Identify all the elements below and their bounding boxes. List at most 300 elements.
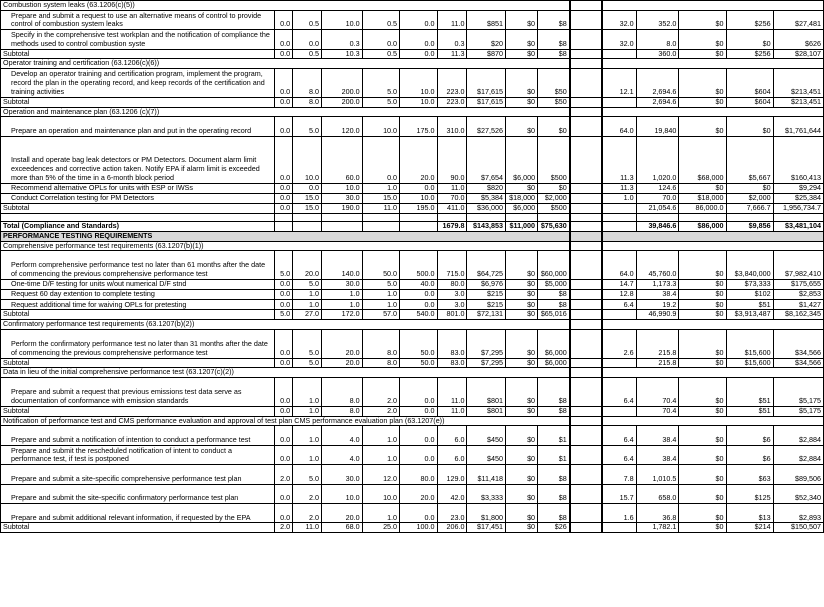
row-description: Prepare and submit the rescheduled notification of intent to conduct a performance test, if test is postponed: [1, 445, 275, 464]
cell-value: $0: [505, 69, 537, 98]
cell-value: 0.0: [274, 30, 292, 49]
cell-value: [602, 310, 636, 320]
cell-value: 10.0: [400, 193, 437, 203]
cell-value: $86,000: [679, 221, 726, 231]
cell-value: $9,294: [773, 183, 823, 193]
cell-value: 5.0: [274, 310, 292, 320]
cell-value: 2.0: [362, 378, 399, 407]
cell-value: $1,800: [467, 504, 506, 523]
cell-value: [602, 49, 636, 59]
cell-value: 30.0: [321, 279, 362, 289]
cell-value: $870: [467, 49, 506, 59]
cell-value: 70.0: [437, 193, 467, 203]
cell-value: $214: [726, 523, 773, 533]
cell-value: 1.0: [362, 445, 399, 464]
cell-value: 5.0: [362, 279, 399, 289]
cell-value: [602, 221, 636, 231]
row-description: Prepare and submit a request to use an alternative means of control to provide control of combustion system leaks: [1, 10, 275, 29]
cell-value: $17,615: [467, 97, 506, 107]
subtotal-row: [1, 358, 824, 368]
section-title: Confirmatory performance test requirements (63.1207(b)(2)): [1, 320, 570, 330]
cell-value: $500: [538, 204, 570, 214]
total-row: [1, 221, 824, 231]
cell-value: 8.0: [362, 330, 399, 359]
cell-value: $0: [679, 484, 726, 503]
cell-value: 0.5: [293, 49, 322, 59]
cell-value: 0.0: [274, 426, 292, 445]
cell-value: 11.0: [437, 183, 467, 193]
cell-value: $0: [679, 445, 726, 464]
cell-value: 801.0: [437, 310, 467, 320]
cell-value: 5.0: [293, 330, 322, 359]
cell-value: 0.0: [362, 136, 399, 183]
cell-value: 15.7: [602, 484, 636, 503]
cell-value: $1,427: [773, 300, 823, 310]
row-description: Develop an operator training and certification program, implement the program, record the plan in the operating record, and keep records of the certification and training activities: [1, 69, 275, 98]
cell-value: 40.0: [400, 279, 437, 289]
section-title: Notification of performance test and CMS performance evaluation and approval of test plan CMS performance evaluation plan (63.1207(e)): [1, 416, 570, 426]
cell-value: $64,725: [467, 251, 506, 280]
table-row: [1, 136, 824, 183]
cell-value: 2.0: [274, 465, 292, 484]
section-row: [1, 59, 824, 69]
cell-value: 0.0: [274, 49, 292, 59]
cell-value: 10.3: [321, 49, 362, 59]
cell-value: 715.0: [437, 251, 467, 280]
cell-value: 190.0: [321, 204, 362, 214]
cell-value: 411.0: [437, 204, 467, 214]
section-row: [1, 416, 824, 426]
row-description: Total (Compliance and Standards): [1, 221, 275, 231]
cell-value: 8.0: [293, 97, 322, 107]
cell-value: 0.0: [362, 30, 399, 49]
cell-value: $0: [505, 504, 537, 523]
cell-value: 70.4: [636, 378, 679, 407]
subtotal-row: [1, 523, 824, 533]
cell-value: $0: [505, 445, 537, 464]
cell-value: [602, 204, 636, 214]
row-description: Request 60 day extention to complete testing: [1, 290, 275, 300]
cell-value: $0: [505, 279, 537, 289]
cell-value: 0.0: [274, 358, 292, 368]
cell-value: $801: [467, 406, 506, 416]
cell-value: 15.0: [293, 204, 322, 214]
cell-value: 5.0: [293, 117, 322, 136]
cell-value: $851: [467, 10, 506, 29]
cell-value: 64.0: [602, 117, 636, 136]
table-row: [1, 504, 824, 523]
cell-value: $75,630: [538, 221, 570, 231]
cell-value: 2.0: [274, 523, 292, 533]
cell-value: $0: [505, 406, 537, 416]
row-description: Subtotal: [1, 406, 275, 416]
cell-value: $0: [505, 290, 537, 300]
cell-value: $15,600: [726, 330, 773, 359]
cell-value: 0.0: [274, 406, 292, 416]
cell-value: $125: [726, 484, 773, 503]
cell-value: 2.0: [293, 484, 322, 503]
cell-value: 25.0: [362, 523, 399, 533]
cell-value: 5.0: [293, 465, 322, 484]
row-description: Subtotal: [1, 204, 275, 214]
cell-value: $50: [538, 97, 570, 107]
cell-value: 0.0: [400, 183, 437, 193]
cell-value: 45,760.0: [636, 251, 679, 280]
row-description: Perform comprehensive performance test no later than 61 months after the date of commencing the previous comprehensive performance test: [1, 251, 275, 280]
cell-value: $0: [679, 290, 726, 300]
cell-value: $0: [679, 183, 726, 193]
cell-value: $450: [467, 426, 506, 445]
cell-value: $5,175: [773, 378, 823, 407]
cell-value: $0: [505, 378, 537, 407]
cell-value: $6,000: [505, 136, 537, 183]
cell-value: 1.0: [362, 300, 399, 310]
cell-value: $6: [726, 426, 773, 445]
cell-value: $8: [538, 406, 570, 416]
cell-value: 8.0: [321, 406, 362, 416]
cell-value: 195.0: [400, 204, 437, 214]
table-row: [1, 193, 824, 203]
cell-value: 215.8: [636, 330, 679, 359]
cell-value: $213,451: [773, 97, 823, 107]
cell-value: 1.0: [293, 378, 322, 407]
cell-value: $11,000: [505, 221, 537, 231]
cell-value: $2,853: [773, 290, 823, 300]
cell-value: $500: [538, 136, 570, 183]
cell-value: 8.0: [362, 358, 399, 368]
cell-value: $17,451: [467, 523, 506, 533]
cell-value: $0: [679, 378, 726, 407]
cell-value: 0.0: [274, 300, 292, 310]
cell-value: [274, 221, 292, 231]
cell-value: $2,000: [726, 193, 773, 203]
cell-value: 5.0: [362, 69, 399, 98]
cell-value: [321, 221, 362, 231]
section-title: Comprehensive performance test requirements (63.1207(b)(1)): [1, 241, 570, 251]
cell-value: 658.0: [636, 484, 679, 503]
subtotal-row: [1, 49, 824, 59]
cell-value: 200.0: [321, 97, 362, 107]
cell-value: 10.0: [400, 97, 437, 107]
row-description: Prepare and submit a request that previous emissions test data serve as documentation of conformance with emission standards: [1, 378, 275, 407]
cell-value: 8.0: [321, 378, 362, 407]
cell-value: $8: [538, 378, 570, 407]
cell-value: 1.0: [321, 300, 362, 310]
cell-value: $5,175: [773, 406, 823, 416]
cell-value: 1,956,734.7: [773, 204, 823, 214]
cell-value: 0.5: [293, 10, 322, 29]
cell-value: $15,600: [726, 358, 773, 368]
cell-value: 42.0: [437, 484, 467, 503]
cell-value: 8.0: [636, 30, 679, 49]
cell-value: 21,054.6: [636, 204, 679, 214]
cell-value: $0: [505, 465, 537, 484]
cell-value: $72,131: [467, 310, 506, 320]
table-row: [1, 426, 824, 445]
cell-value: $0: [679, 523, 726, 533]
cell-value: $0: [505, 117, 537, 136]
cell-value: 11.3: [602, 183, 636, 193]
section-row: [1, 320, 824, 330]
cell-value: 60.0: [321, 136, 362, 183]
cell-value: 1679.8: [437, 221, 467, 231]
table-row: [1, 69, 824, 98]
cell-value: $0: [679, 251, 726, 280]
cell-value: $256: [726, 10, 773, 29]
cell-value: 1.0: [362, 504, 399, 523]
row-description: Prepare and submit additional relevant information, if requested by the EPA: [1, 504, 275, 523]
cell-value: 6.4: [602, 378, 636, 407]
cell-value: 124.6: [636, 183, 679, 193]
section-title: Operator training and certification (63.1206(c)(6)): [1, 59, 570, 69]
cell-value: $34,566: [773, 358, 823, 368]
cell-value: 68.0: [321, 523, 362, 533]
row-description: Subtotal: [1, 358, 275, 368]
cell-value: 360.0: [636, 49, 679, 59]
cell-value: 172.0: [321, 310, 362, 320]
cell-value: 70.0: [636, 193, 679, 203]
cell-value: $0: [679, 465, 726, 484]
cell-value: 0.0: [274, 445, 292, 464]
subtotal-row: [1, 310, 824, 320]
cell-value: $3,913,487: [726, 310, 773, 320]
cell-value: 2,694.6: [636, 69, 679, 98]
cell-value: $13: [726, 504, 773, 523]
cell-value: $6: [726, 445, 773, 464]
table-row: [1, 117, 824, 136]
cell-value: 0.0: [400, 30, 437, 49]
cell-value: 15.0: [362, 193, 399, 203]
cell-value: $1,761,644: [773, 117, 823, 136]
cell-value: 1,173.3: [636, 279, 679, 289]
cell-value: $27,526: [467, 117, 506, 136]
cell-value: $60,000: [538, 251, 570, 280]
cell-value: $0: [505, 484, 537, 503]
cell-value: 2.6: [602, 330, 636, 359]
cell-value: $7,654: [467, 136, 506, 183]
cell-value: 0.0: [274, 183, 292, 193]
cell-value: 0.0: [274, 330, 292, 359]
table-row: [1, 465, 824, 484]
cell-value: 19,840: [636, 117, 679, 136]
cell-value: $0: [505, 426, 537, 445]
cell-value: $0: [679, 300, 726, 310]
cell-value: $150,507: [773, 523, 823, 533]
cell-value: 80.0: [437, 279, 467, 289]
row-description: Perform the confirmatory performance test no later than 31 months after the date of commencing the previous comprehensive performance test: [1, 330, 275, 359]
section-title: PERFORMANCE TESTING REQUIREMENTS: [1, 231, 570, 241]
cell-value: 200.0: [321, 69, 362, 98]
cell-value: 175.0: [400, 117, 437, 136]
cell-value: $8: [538, 30, 570, 49]
cell-value: 6.4: [602, 300, 636, 310]
cell-value: 46,990.9: [636, 310, 679, 320]
cell-value: 1.0: [293, 300, 322, 310]
subtotal-row: [1, 406, 824, 416]
row-description: Subtotal: [1, 310, 275, 320]
row-description: Install and operate bag leak detectors or PM Detectors. Document alarm limit exceedences and corrective action taken. Notify EPA if alarm limit is exceeded more than 5% of the time in a 6-month block period: [1, 136, 275, 183]
cell-value: 2.0: [362, 406, 399, 416]
cell-value: 38.4: [636, 445, 679, 464]
section-row: [1, 368, 824, 378]
cell-value: $7,295: [467, 358, 506, 368]
cell-value: 38.4: [636, 290, 679, 300]
cell-value: 20.0: [400, 484, 437, 503]
cell-value: $213,451: [773, 69, 823, 98]
cell-value: 0.0: [400, 49, 437, 59]
cell-value: 20.0: [321, 358, 362, 368]
cell-value: 19.2: [636, 300, 679, 310]
cell-value: $0: [679, 97, 726, 107]
cell-value: $8,162,345: [773, 310, 823, 320]
cell-value: $175,655: [773, 279, 823, 289]
cell-value: $0: [505, 10, 537, 29]
cell-value: 11.0: [293, 523, 322, 533]
cell-value: 1.0: [293, 426, 322, 445]
cell-value: [602, 97, 636, 107]
cell-value: [400, 221, 437, 231]
cell-value: 12.0: [362, 465, 399, 484]
cell-value: $52,340: [773, 484, 823, 503]
cell-value: 0.0: [400, 426, 437, 445]
cell-value: $0: [679, 49, 726, 59]
cell-value: 10.0: [321, 183, 362, 193]
cell-value: 6.4: [602, 426, 636, 445]
row-description: Specify in the comprehensive test workplan and the notification of compliance the methods used to control combustion syste: [1, 30, 275, 49]
table-row: [1, 290, 824, 300]
cell-value: $11,418: [467, 465, 506, 484]
cell-value: 2.0: [293, 504, 322, 523]
table-row: [1, 330, 824, 359]
cell-value: 20.0: [321, 504, 362, 523]
cell-value: $1: [538, 445, 570, 464]
cell-value: 90.0: [437, 136, 467, 183]
cell-value: 86,000.0: [679, 204, 726, 214]
cell-value: 0.0: [274, 97, 292, 107]
cell-value: [602, 523, 636, 533]
cell-value: 7.8: [602, 465, 636, 484]
section-row: [1, 1, 824, 11]
cell-value: 7,666.7: [726, 204, 773, 214]
cell-value: 57.0: [362, 310, 399, 320]
cell-value: $8: [538, 484, 570, 503]
cell-value: $50: [538, 69, 570, 98]
row-description: Prepare an operation and maintenance plan and put in the operating record: [1, 117, 275, 136]
cell-value: 11.3: [437, 49, 467, 59]
cell-value: 30.0: [321, 465, 362, 484]
cell-value: 223.0: [437, 69, 467, 98]
cell-value: $0: [679, 406, 726, 416]
table-row: [1, 300, 824, 310]
cell-value: $215: [467, 290, 506, 300]
cell-value: 5.0: [362, 97, 399, 107]
cell-value: $0: [726, 30, 773, 49]
cell-value: $0: [679, 30, 726, 49]
cell-value: 1.6: [602, 504, 636, 523]
cell-value: $0: [505, 97, 537, 107]
cell-value: 540.0: [400, 310, 437, 320]
cell-value: $626: [773, 30, 823, 49]
cell-value: 0.0: [400, 300, 437, 310]
cell-value: $18,000: [679, 193, 726, 203]
cell-value: $51: [726, 406, 773, 416]
cell-value: $51: [726, 378, 773, 407]
cell-value: $3,481,104: [773, 221, 823, 231]
cell-value: $604: [726, 97, 773, 107]
cell-value: $27,481: [773, 10, 823, 29]
section-header: [1, 231, 824, 241]
cell-value: $0: [505, 183, 537, 193]
cell-value: $8: [538, 49, 570, 59]
cell-value: 120.0: [321, 117, 362, 136]
cell-value: 20.0: [293, 251, 322, 280]
cell-value: $0: [505, 300, 537, 310]
cell-value: $0: [679, 69, 726, 98]
cell-value: 1.0: [293, 290, 322, 300]
cell-value: 32.0: [602, 10, 636, 29]
table-row: [1, 445, 824, 464]
cell-value: [602, 358, 636, 368]
cell-value: 27.0: [293, 310, 322, 320]
cell-value: $68,000: [679, 136, 726, 183]
cell-value: $8: [538, 290, 570, 300]
cell-value: 70.4: [636, 406, 679, 416]
cell-value: 4.0: [321, 426, 362, 445]
cell-value: $0: [679, 504, 726, 523]
cell-value: $26: [538, 523, 570, 533]
table-row: [1, 30, 824, 49]
cell-value: 10.0: [362, 117, 399, 136]
cell-value: $0: [679, 10, 726, 29]
cell-value: $34,566: [773, 330, 823, 359]
cell-value: 310.0: [437, 117, 467, 136]
table-row: [1, 378, 824, 407]
cell-value: $28,107: [773, 49, 823, 59]
cell-value: $0: [726, 117, 773, 136]
cell-value: 1.0: [362, 426, 399, 445]
table-row: [1, 183, 824, 193]
cell-value: $18,000: [505, 193, 537, 203]
cell-value: 0.5: [362, 10, 399, 29]
cell-value: $25,384: [773, 193, 823, 203]
cell-value: 0.0: [400, 10, 437, 29]
section-title: Data in lieu of the initial comprehensive performance test (63.1207(c)(2)): [1, 368, 570, 378]
table-row: [1, 251, 824, 280]
cell-value: 38.4: [636, 426, 679, 445]
cell-value: 6.4: [602, 445, 636, 464]
cell-value: 129.0: [437, 465, 467, 484]
cell-value: 5.0: [293, 358, 322, 368]
cell-value: $7,295: [467, 330, 506, 359]
cell-value: 0.0: [274, 136, 292, 183]
cell-value: 1.0: [362, 290, 399, 300]
cell-value: $0: [538, 117, 570, 136]
cell-value: $143,853: [467, 221, 506, 231]
cell-value: $450: [467, 445, 506, 464]
cell-value: $5,667: [726, 136, 773, 183]
cell-value: 15.0: [293, 193, 322, 203]
cell-value: 50.0: [400, 358, 437, 368]
cell-value: 0.0: [274, 378, 292, 407]
cell-value: $0: [505, 251, 537, 280]
cell-value: 10.0: [362, 484, 399, 503]
cell-value: 1.0: [602, 193, 636, 203]
cell-value: $0: [505, 330, 537, 359]
row-description: Subtotal: [1, 97, 275, 107]
cell-value: 50.0: [362, 251, 399, 280]
cell-value: 14.7: [602, 279, 636, 289]
cell-value: 0.0: [293, 183, 322, 193]
